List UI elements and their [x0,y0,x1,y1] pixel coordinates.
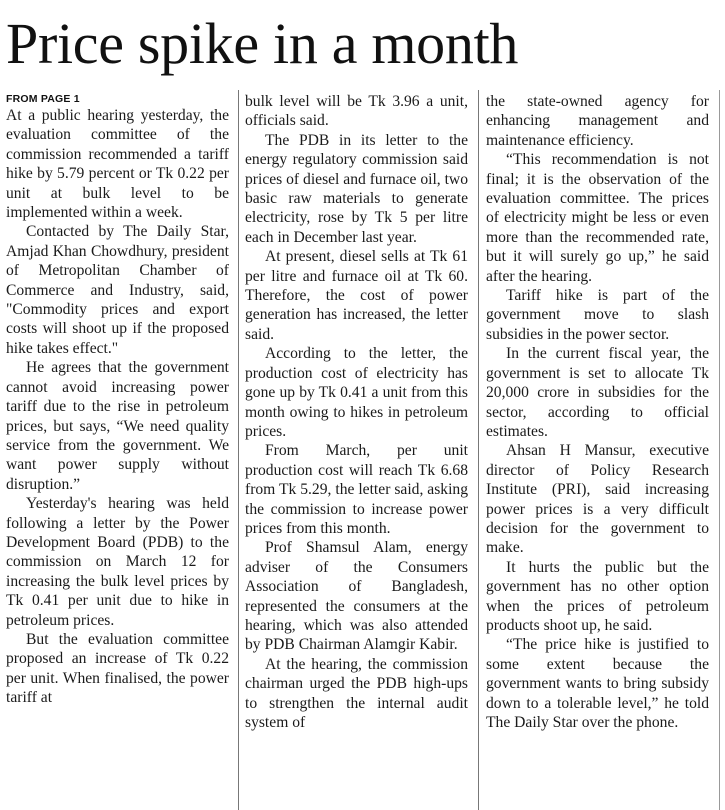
paragraph: At the hearing, the commission chairman urged the PDB high-ups to strengthen the internal audit system of [245,655,468,731]
headline: Price spike in a month [6,11,519,76]
paragraph: Tariff hike is part of the government move to slash subsidies in the power sector. [486,287,709,343]
article-column-2 [245,92,468,810]
paragraph: At a public hearing yesterday, the evaluation committee of the commission recommended a tariff hike by 5.79 percent or Tk 0.22 per unit at bulk level to be implemented within a week. [6,107,229,222]
column-divider [238,90,239,810]
kicker: FROM PAGE 1 [6,93,80,105]
article-column-3 [486,92,709,810]
paragraph: Yesterday's hearing was held following a letter by the Power Development Board (PDB) to the commission on March 12 for increasing the bulk level prices by Tk 0.41 per unit due to hike in petroleum prices. [6,495,229,629]
paragraph: Ahsan H Mansur, executive director of Policy Research Institute (PRI), said increasing power prices is a very difficult decision for the government to make. [486,442,709,557]
paragraph: At present, diesel sells at Tk 61 per litre and furnace oil at Tk 60. Therefore, the cost of power generation has increased, the letter said. [245,248,468,343]
paragraph: It hurts the public but the government has no other option when the prices of petroleum products shoot up, he said. [486,558,709,634]
paragraph: the state-owned agency for enhancing management and maintenance efficiency. [486,93,709,149]
paragraph: According to the letter, the production cost of electricity has gone up by Tk 0.41 a unit from this month owing to hikes in petroleum prices. [245,345,468,440]
paragraph: The PDB in its letter to the energy regulatory commission said prices of diesel and furnace oil, two basic raw materials to generate electricity, rose by Tk 5 per litre each in December last year. [245,131,468,246]
article-column-1 [6,92,229,810]
paragraph: He agrees that the government cannot avoid increasing power tariff due to the rise in petroleum prices, but says, “We need quality service from the government. We want power supply without disruption.” [6,359,229,493]
paragraph: But the evaluation committee proposed an increase of Tk 0.22 per unit. When finalised, the power tariff at [6,630,229,707]
paragraph: From March, per unit production cost will reach Tk 6.68 from Tk 5.29, the letter said, asking the commission to increase power prices from this month. [245,442,468,537]
column-divider [478,90,479,810]
page-edge [719,90,720,810]
paragraph: Prof Shamsul Alam, energy adviser of the Consumers Association of Bangladesh, represented the consumers at the hearing, which was also attended by PDB Chairman Alamgir Kabir. [245,539,468,654]
paragraph: Contacted by The Daily Star, Amjad Khan Chowdhury, president of Metropolitan Chamber of Commerce and Industry, said, "Commodity prices and export costs will shoot up if the proposed hike takes effect." [6,223,229,357]
paragraph: In the current fiscal year, the government is set to allocate Tk 20,000 crore in subsidies for the sector, according to official estimates. [486,345,709,440]
paragraph: “This recommendation is not final; it is the observation of the evaluation committee. The prices of electricity might be less or even more than the recommended rate, but it will surely go up,” he said after the hearing. [486,151,709,285]
paragraph: bulk level will be Tk 3.96 a unit, officials said. [245,93,468,130]
paragraph: “The price hike is justified to some extent because the government wants to bring subsidy down to a tolerable level,” he told The Daily Star over the phone. [486,636,709,731]
